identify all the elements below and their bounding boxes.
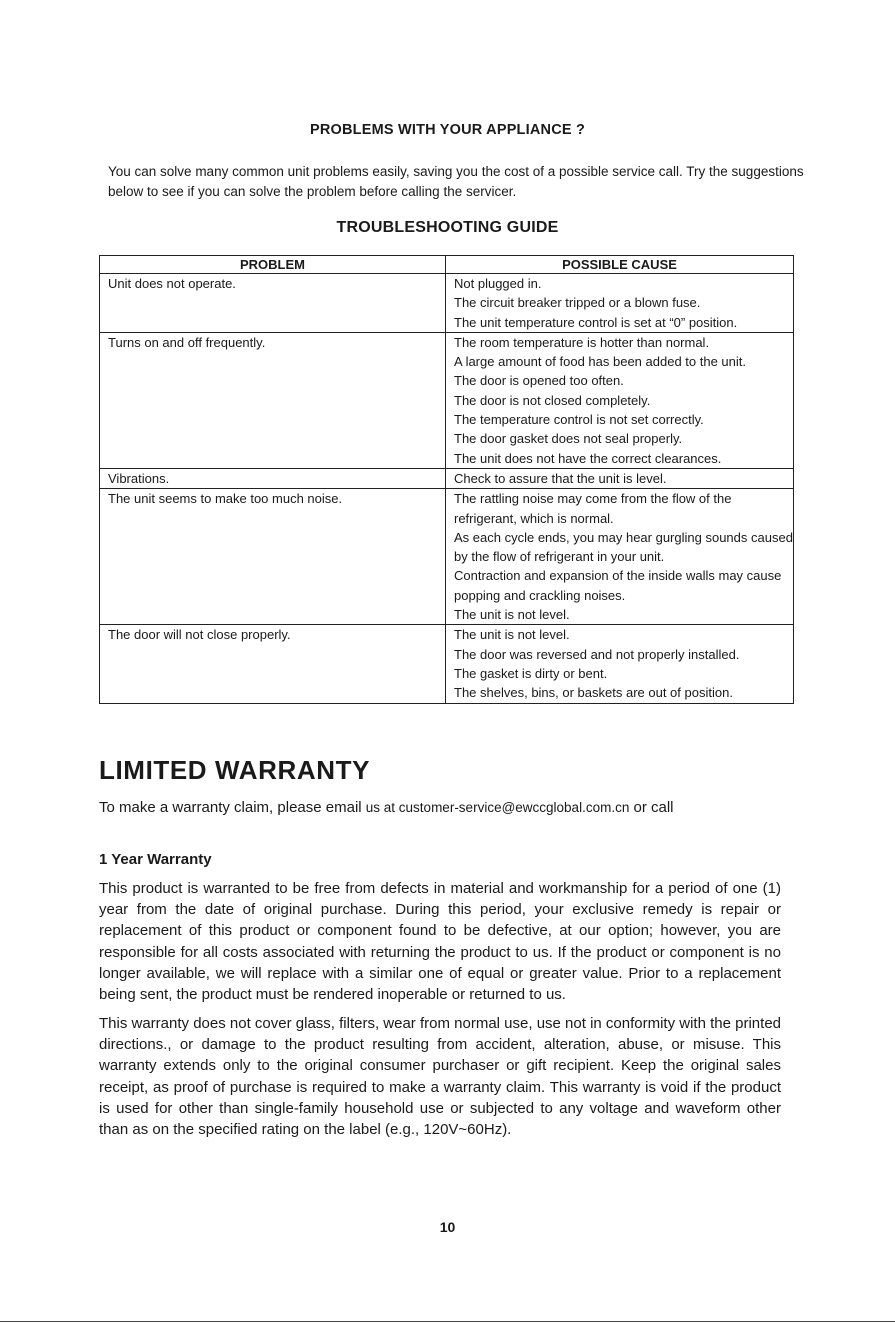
claim-text-end: or call <box>629 799 674 816</box>
problems-title: PROBLEMS WITH YOUR APPLIANCE ? <box>309 122 586 138</box>
table-header-row <box>100 256 794 274</box>
possible-cause-item: Contraction and expansion of the inside walls may cause popping and crackling noises. <box>454 568 782 603</box>
possible-cause-item: The door was reversed and not properly installed. <box>454 646 740 662</box>
possible-cause-cell <box>446 274 794 333</box>
column-header-problem: PROBLEM <box>100 256 446 274</box>
possible-cause-item: The door is not closed completely. <box>454 392 651 408</box>
table-row <box>100 332 794 468</box>
possible-cause-item: The rattling noise may come from the flow of the refrigerant, which is normal. <box>454 491 732 526</box>
possible-cause-cell <box>446 332 794 468</box>
problem-cell: Unit does not operate. <box>100 274 446 333</box>
troubleshooting-table-body <box>100 274 794 704</box>
warranty-paragraph-1: This product is warranted to be free from defects in material and workmanship for a period of one (1) year from the date of original purchase. During this period, your exclusive remedy is repair or replacement of this product or component found to be defective, at our option; however, you are responsible for all costs associated with returning the product to us. If the product or component is no longer available, we will replace with a similar one of equal or greater value. Prior to a replacement being sent, the product must be rendered inoperable or returned to us. <box>99 880 781 1004</box>
possible-cause-item: The unit does not have the correct clearances. <box>454 450 722 466</box>
limited-warranty-title: LIMITED WARRANTY <box>99 755 371 785</box>
problem-cell: Turns on and off frequently. <box>100 332 446 468</box>
page-number: 10 <box>439 1219 456 1235</box>
possible-cause-item: The unit is not level. <box>454 627 570 643</box>
intro-text: You can solve many common unit problems easily, saving you the cost of a possible service call. Try the suggestions below to see if you can solve the problem before calling the servicer. <box>108 164 804 199</box>
problem-cell: The door will not close properly. <box>100 625 446 703</box>
possible-cause-item: As each cycle ends, you may hear gurgling sounds caused by the flow of refrigerant in your unit. <box>454 529 793 565</box>
claim-text-start: To make a warranty claim, please email <box>99 799 366 816</box>
possible-cause-item: The gasket is dirty or bent. <box>454 665 608 681</box>
possible-cause-item: The door gasket does not seal properly. <box>454 431 683 447</box>
table-row <box>100 274 794 333</box>
possible-cause-item: The room temperature is hotter than normal. <box>454 334 710 350</box>
possible-cause-item: The temperature control is not set correctly. <box>454 412 704 428</box>
possible-cause-item: Check to assure that the unit is level. <box>454 470 667 486</box>
problem-cell: Vibrations. <box>100 468 446 488</box>
troubleshooting-table <box>99 255 794 704</box>
one-year-warranty-heading: 1 Year Warranty <box>99 851 212 868</box>
possible-cause-item: The circuit breaker tripped or a blown fuse. <box>454 295 701 311</box>
possible-cause-cell <box>446 468 794 488</box>
footer-rule <box>0 1321 895 1322</box>
table-row <box>100 625 794 703</box>
problem-cell: The unit seems to make too much noise. <box>100 489 446 625</box>
possible-cause-cell <box>446 625 794 703</box>
possible-cause-item: The door is opened too often. <box>454 373 624 389</box>
possible-cause-item: Not plugged in. <box>454 276 542 291</box>
column-header-possible-cause: POSSIBLE CAUSE <box>446 256 794 274</box>
claim-email-text: us at customer-service@ewccglobal.com.cn <box>365 800 630 815</box>
warranty-paragraph-2: This warranty does not cover glass, filters, wear from normal use, use not in conformity with the printed directions., or damage to the product resulting from accident, alteration, abuse, or misuse. This warranty extends only to the original consumer purchaser or gift recipient. Keep the original sales receipt, as proof of purchase is required to make a warranty claim. This warranty is void if the product is used for other than single-family household use or subjected to any voltage and waveform other than as on the specified rating on the label (e.g., 120V~60Hz). <box>99 1015 781 1139</box>
table-row <box>100 468 794 488</box>
warranty-claim-line <box>99 799 674 816</box>
possible-cause-cell <box>446 489 794 625</box>
possible-cause-item: A large amount of food has been added to the unit. <box>454 354 746 370</box>
possible-cause-item: The unit temperature control is set at “0” position. <box>454 314 738 330</box>
troubleshooting-guide-title: TROUBLESHOOTING GUIDE <box>336 219 559 236</box>
possible-cause-item: The shelves, bins, or baskets are out of position. <box>454 685 733 701</box>
possible-cause-item: The unit is not level. <box>454 607 570 623</box>
table-row <box>100 489 794 625</box>
